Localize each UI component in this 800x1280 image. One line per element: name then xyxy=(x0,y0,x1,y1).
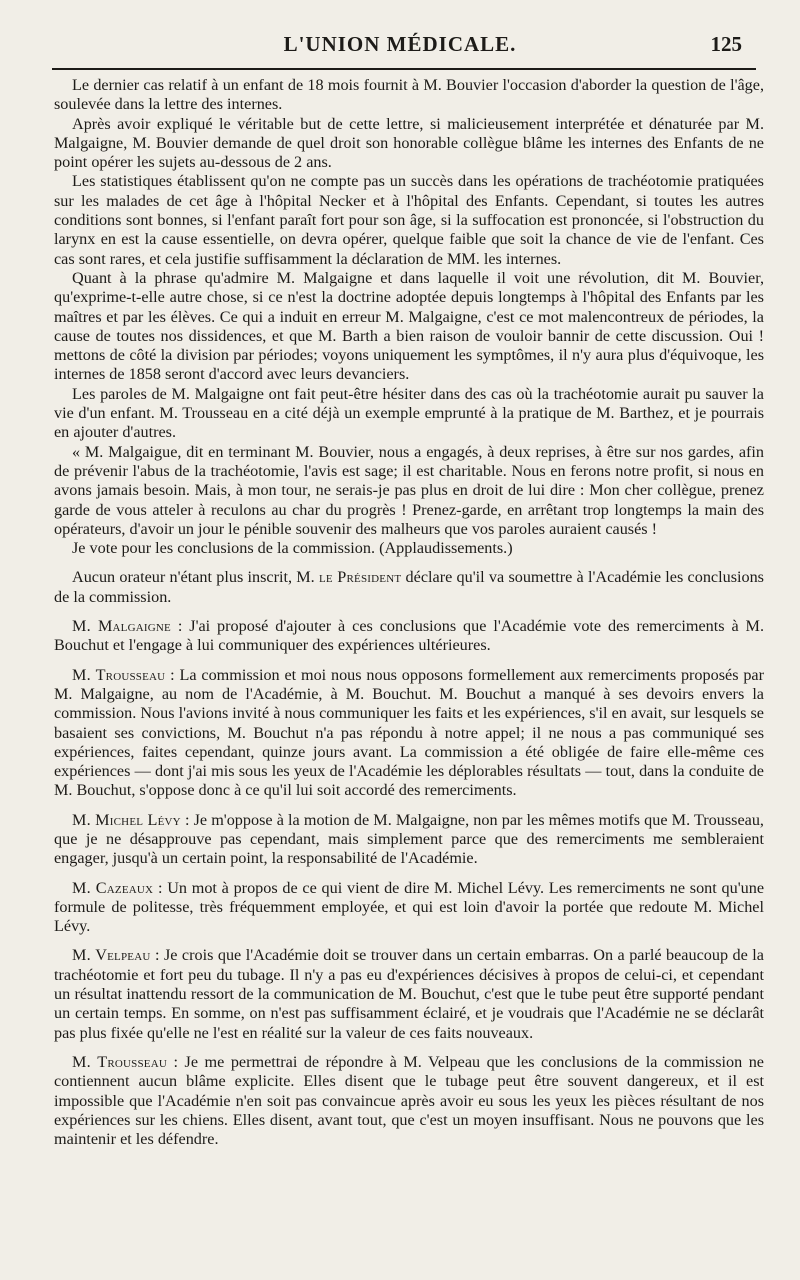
speaker-name: M. Trousseau xyxy=(72,1052,168,1071)
speaker-name: M. Malgaigne xyxy=(72,617,171,636)
speaker-name: M. Michel Lévy xyxy=(72,810,181,829)
paragraph: M. Velpeau : Je crois que l'Académie doit se trouver dans un certain embarras. On a parlé beaucoup de la trachéotomie et fort peu du tubage. Il n'y a pas eu d'expériences décisives à propos de celui-ci, et cependant un résultat inattendu ressort de la communication de M. Bouchut, c'est que le tube peut être supporté pendant un certain temps. En somme, on n'est pas suffisamment éclairé, et je voudrais que l'Académie ne se déclarât pas plus fixée qu'elle ne l'est en réalité sur la valeur de ces faits nouveaux. xyxy=(54,946,764,1042)
paragraph: M. Trousseau : Je me permettrai de répondre à M. Velpeau que les conclusions de la commission ne contiennent aucun blâme explicite. Elles disent que le tubage peut être souvent dangereux, et il est impossible que l'Académie n'en soit pas convaincue après avoir eu sous les yeux les pièces résultant de nos expériences sur les chiens. Elles disent, avant tout, que c'est un moyen insuffisant. Nous ne pouvons que les maintenir et les défendre. xyxy=(54,1052,764,1149)
paragraph: Quant à la phrase qu'admire M. Malgaigne et dans laquelle il voit une révolution, dit M. Bouvier, qu'exprime-t-elle autre chose, si ce n'est la doctrine adoptée depuis longtemps à l'hôpital des Enfants par les maîtres et par les élèves. Ce qui a induit en erreur M. Malgaigne, c'est ce mot malencontreux de périodes, la cause de toutes nos dissidences, et que M. Barth a bien raison de vouloir bannir de cette discussion. Oui ! mettons de côté la division par périodes; voyons uniquement les symptômes, il n'y aura plus d'équivoque, les internes de 1858 seront d'accord avec leurs devanciers. xyxy=(54,268,764,384)
paragraph: Après avoir expliqué le véritable but de cette lettre, si malicieusement interprétée et dénaturée par M. Malgaigne, M. Bouvier demande de quel droit son honorable collègue blâme les internes des Enfants de ne point opérer les sujets au-dessous de 2 ans. xyxy=(54,114,764,172)
header-rule xyxy=(52,68,756,70)
article-body xyxy=(54,76,764,1149)
paragraph: M. Cazeaux : Un mot à propos de ce qui vient de dire M. Michel Lévy. Les remerciments ne sont qu'une formule de politesse, très fréquemment employée, et qui est loin d'avoir la portée que redoute M. Michel Lévy. xyxy=(54,878,765,936)
paragraph: M. Malgaigne : J'ai proposé d'ajouter à ces conclusions que l'Académie vote des remerciments à M. Bouchut et l'engage à lui communiquer des expériences ultérieures. xyxy=(54,617,764,655)
speaker-name: M. Trousseau xyxy=(72,665,166,684)
paragraph: Aucun orateur n'étant plus inscrit, M. le Président déclare qu'il va soumettre à l'Académie les conclusions de la commission. xyxy=(54,568,764,606)
paragraph: Le dernier cas relatif à un enfant de 18 mois fournit à M. Bouvier l'occasion d'aborder la question de l'âge, soulevée dans la lettre des internes. xyxy=(54,76,764,114)
paragraph: M. Michel Lévy : Je m'oppose à la motion de M. Malgaigne, non par les mêmes motifs que M. Trousseau, que je ne désapprouve pas cependant, mais simplement parce que des remerciments me sembleraient engager, jusqu'à un certain point, la responsabilité de l'Académie. xyxy=(54,810,764,868)
running-header xyxy=(52,26,748,70)
paragraph: « M. Malgaigue, dit en terminant M. Bouvier, nous a engagés, à deux reprises, à être sur nos gardes, afin de prévenir l'abus de la trachéotomie, l'avis est sage; il est charitable. Nous en ferons notre profit, si nous en avons jamais besoin. Mais, à mon tour, ne serais-je pas plus en droit de lui dire : Mon cher collègue, prenez garde de vous atteler à reculons au char du progrès ! Prenez-garde, en arrêtant trop longtemps la main des opérateurs, d'avoir un jour le pénible souvenir des malheurs que vos paroles auraient causés ! xyxy=(54,442,764,538)
journal-title: L'UNION MÉDICALE. xyxy=(283,32,517,56)
speaker-name: M. Velpeau xyxy=(72,946,151,965)
paragraph: M. Trousseau : La commission et moi nous nous opposons formellement aux remerciments proposés par M. Malgaigne, au nom de l'Académie, à M. Bouchut. M. Bouchut a manqué à ses devoirs envers la commission. Nous l'avions invité à nous communiquer les faits et les expériences, s'il en avait, sur lesquels se basaient ses convictions, M. Bouchut n'a pas répondu à notre appel; il ne nous a pas communiqué ses expériences, faites cependant, quinze jours avant. La commission a été obligée de faire elle-même ces expériences — dont j'ai mis sous les yeux de l'Académie les déplorables résultats — tout, dans la conduite de M. Bouchut, s'oppose donc à ce qu'il lui soit accordé des remerciments. xyxy=(54,665,764,800)
speaker-name: M. Cazeaux xyxy=(72,878,154,897)
speaker-name: le Président xyxy=(319,568,402,587)
paragraph: Les paroles de M. Malgaigne ont fait peut-être hésiter dans des cas où la trachéotomie aurait pu sauver la vie d'un enfant. M. Trousseau en a cité déjà un exemple emprunté à la pratique de M. Barthez, et je pourrais en ajouter d'autres. xyxy=(54,384,764,442)
paragraph: Les statistiques établissent qu'on ne compte pas un succès dans les opérations de trachéotomie pratiquées sur les malades de cet âge à l'hôpital Necker et à l'hôpital des Enfants. Cependant, si toutes les autres conditions sont bonnes, si l'enfant paraît fort pour son âge, si la suffocation est prononcée, si l'obstruction du larynx en est la cause essentielle, on devra opérer, quelque faible que soit la chance de vie de l'enfant. Ces cas sont rares, et cela justifie suffisamment la déclaration de MM. les internes. xyxy=(54,172,764,268)
page-number: 125 xyxy=(710,32,742,56)
paragraph: Je vote pour les conclusions de la commission. (Applaudissements.) xyxy=(72,539,513,558)
